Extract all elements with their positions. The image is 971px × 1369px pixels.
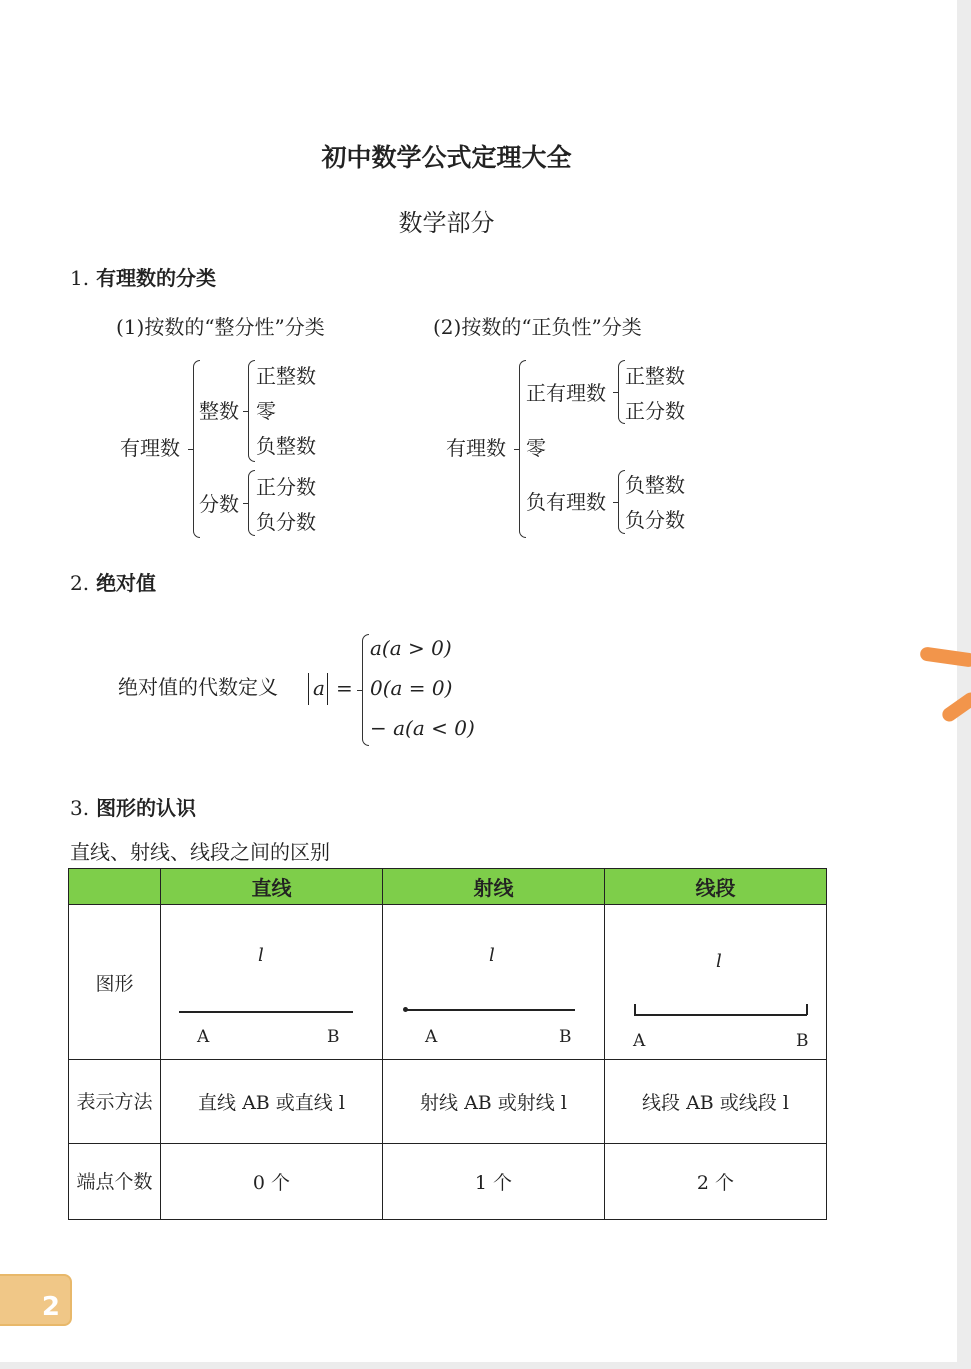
ray-figure bbox=[383, 905, 604, 1059]
table-cell: 2 个 bbox=[605, 1144, 827, 1220]
tree-leaf: 负分数 bbox=[256, 510, 316, 534]
abs-bar-right bbox=[327, 673, 328, 705]
classification-left-caption: (1)按数的“整分性”分类 bbox=[116, 315, 325, 339]
tree-leaf: 正整数 bbox=[625, 364, 685, 388]
tree-leaf: 负整数 bbox=[256, 434, 316, 458]
tree-node-positive: 正有理数 bbox=[526, 381, 606, 405]
figure-label-l: l bbox=[716, 951, 722, 972]
page-number: 2 bbox=[41, 1292, 60, 1322]
segment-stroke bbox=[634, 1014, 807, 1016]
comparison-table bbox=[68, 868, 827, 1220]
ray-stroke bbox=[405, 1009, 575, 1011]
left-brace bbox=[618, 470, 625, 534]
section-title: 图形的认识 bbox=[96, 796, 197, 820]
tree-leaf: 零 bbox=[256, 399, 276, 423]
line-stroke bbox=[179, 1011, 353, 1013]
tree-node-negative: 负有理数 bbox=[526, 490, 606, 514]
table-header-cell: 线段 bbox=[605, 869, 827, 905]
tree-leaf: 正分数 bbox=[625, 399, 685, 423]
case-line: 0(a = 0) bbox=[370, 676, 453, 700]
table-header-row bbox=[69, 869, 827, 905]
table-row bbox=[69, 1060, 827, 1144]
segment-endpoint bbox=[806, 1004, 808, 1015]
page-subtitle: 数学部分 bbox=[398, 209, 495, 237]
table-cell: 直线 AB 或直线 l bbox=[161, 1060, 383, 1144]
table-cell: 线段 AB 或线段 l bbox=[605, 1060, 827, 1144]
section-number: 1. bbox=[70, 266, 90, 290]
case-line: − a(a < 0) bbox=[370, 716, 475, 740]
tree-root: 有理数 bbox=[120, 436, 180, 460]
page-title: 初中数学公式定理大全 bbox=[321, 143, 572, 172]
table-header-cell: 直线 bbox=[161, 869, 383, 905]
point-label-b: B bbox=[327, 1027, 340, 1047]
cases-brace bbox=[362, 634, 369, 746]
tree-leaf: 负分数 bbox=[625, 508, 685, 532]
left-brace bbox=[618, 360, 625, 424]
line-figure bbox=[161, 905, 382, 1059]
table-header-cell: 射线 bbox=[383, 869, 605, 905]
abs-definition-label: 绝对值的代数定义 bbox=[118, 675, 278, 699]
section-number: 2. bbox=[70, 571, 90, 595]
table-row bbox=[69, 1144, 827, 1220]
figure-label-l: l bbox=[258, 945, 264, 966]
section-2-heading bbox=[70, 567, 156, 596]
row-label: 表示方法 bbox=[69, 1060, 161, 1144]
abs-bar-left bbox=[308, 673, 309, 705]
point-label-b: B bbox=[796, 1031, 809, 1051]
segment-figure bbox=[605, 905, 826, 1059]
row-label: 端点个数 bbox=[69, 1144, 161, 1220]
section-title: 有理数的分类 bbox=[96, 266, 217, 290]
case-line: a(a > 0) bbox=[370, 636, 452, 660]
row-label: 图形 bbox=[69, 905, 161, 1060]
point-label-a: A bbox=[425, 1027, 438, 1047]
table-cell: 射线 AB 或射线 l bbox=[383, 1060, 605, 1144]
point-label-a: A bbox=[197, 1027, 210, 1047]
left-brace bbox=[519, 360, 526, 538]
table-header-cell bbox=[69, 869, 161, 905]
figure-cell bbox=[161, 905, 383, 1060]
point-label-a: A bbox=[633, 1031, 646, 1051]
tree-node-fraction: 分数 bbox=[199, 492, 239, 516]
tree-leaf: 正整数 bbox=[256, 364, 316, 388]
figure-cell bbox=[605, 905, 827, 1060]
tree-leaf: 负整数 bbox=[625, 473, 685, 497]
table-cell: 0 个 bbox=[161, 1144, 383, 1220]
section-3-heading bbox=[70, 792, 196, 821]
table-intro: 直线、射线、线段之间的区别 bbox=[70, 840, 330, 864]
classification-right-caption: (2)按数的“正负性”分类 bbox=[433, 315, 642, 339]
section-title: 绝对值 bbox=[96, 571, 157, 595]
figure-cell bbox=[383, 905, 605, 1060]
tree-root: 有理数 bbox=[446, 436, 506, 460]
page-number-badge bbox=[0, 1274, 72, 1326]
tree-node-integer: 整数 bbox=[199, 399, 239, 423]
tree-leaf: 正分数 bbox=[256, 475, 316, 499]
tree-node-zero: 零 bbox=[526, 436, 546, 460]
left-brace bbox=[248, 360, 255, 462]
figure-label-l: l bbox=[489, 945, 495, 966]
abs-variable: a bbox=[313, 676, 325, 700]
section-number: 3. bbox=[70, 796, 90, 820]
equals-sign: = bbox=[336, 676, 353, 700]
section-1-heading bbox=[70, 262, 216, 291]
table-cell: 1 个 bbox=[383, 1144, 605, 1220]
point-label-b: B bbox=[559, 1027, 572, 1047]
left-brace bbox=[248, 470, 255, 536]
table-row bbox=[69, 905, 827, 1060]
